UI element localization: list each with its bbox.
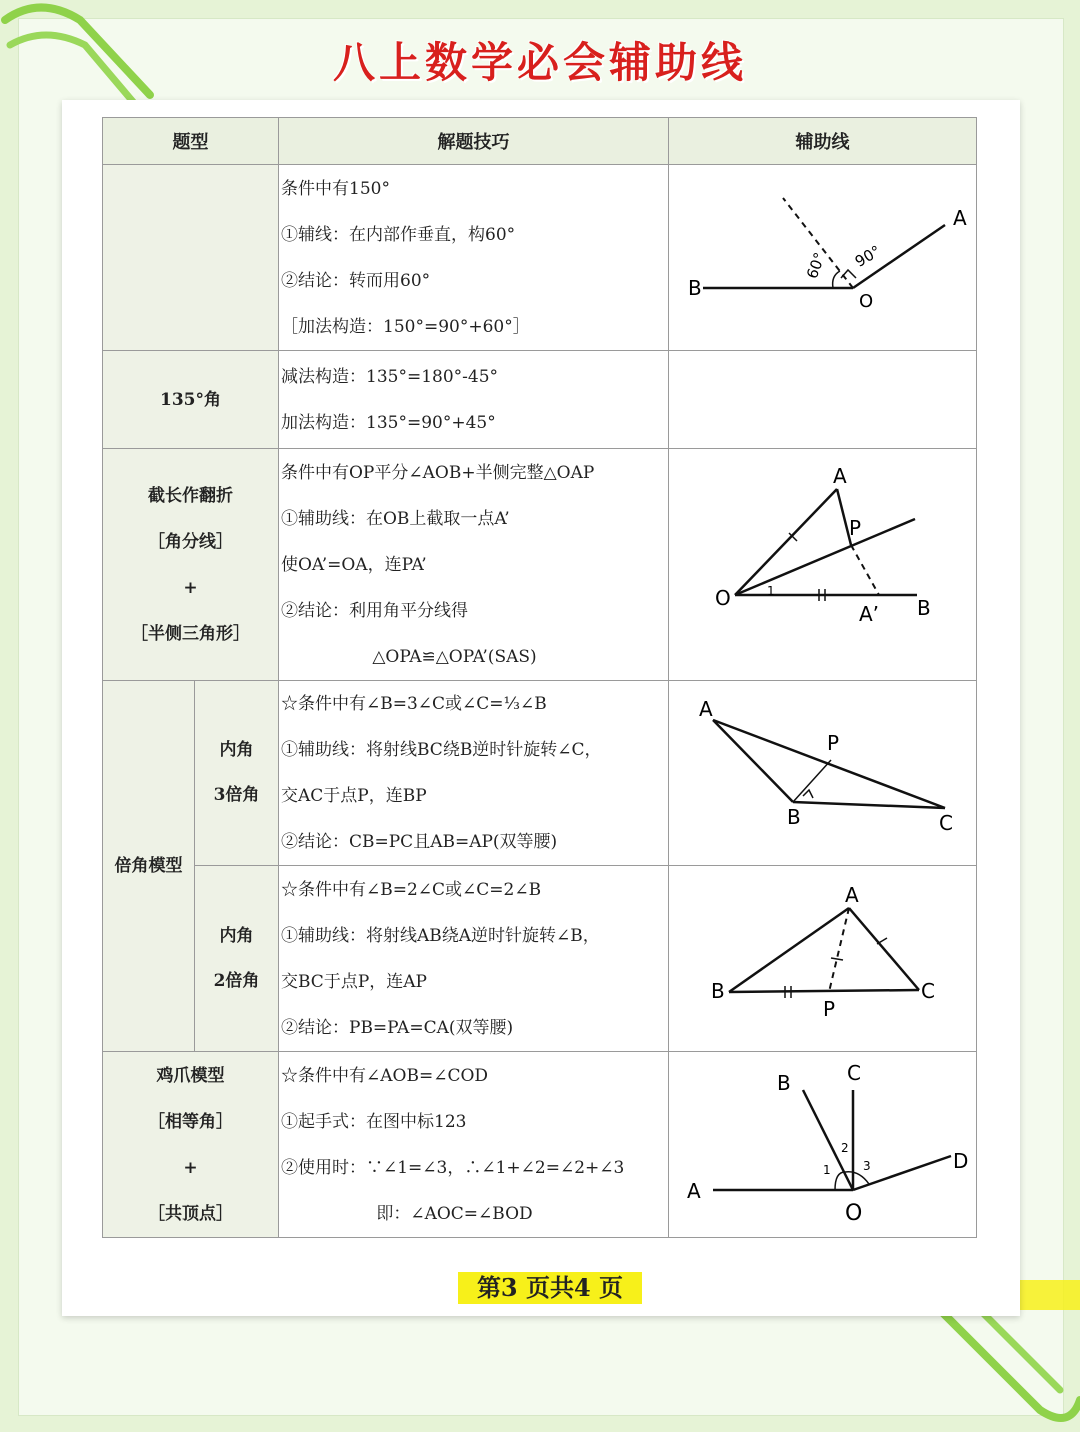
diagram-chicken-claw [673,1060,973,1230]
technique-line: ②结论：转而用60° [281,270,431,291]
diagram-cell-150-angle [669,165,977,351]
label-b: B [916,595,931,620]
label-b: B [786,805,801,829]
technique-line: ②结论：CB=PC且AB=AP(双等腰) [281,832,558,852]
label-a: A [698,698,713,721]
technique-line: 条件中有OP平分∠AOB+半侧完整△OAP [281,462,595,483]
type-label: 鸡爪模型 [156,1065,225,1086]
label-d: D [952,1148,968,1173]
table-row [103,1052,977,1238]
technique-line: 交AC于点P，连BP [281,786,427,806]
label-p: P [822,996,835,1021]
label-o: O [858,290,873,312]
table-header-row [103,118,977,165]
technique-line: ①辅线：在内部作垂直，构60° [281,224,516,245]
page-indicator: 第3 页共4 页 [458,1272,642,1304]
subtype-label: 2倍角 [213,970,260,991]
diagram-cell-135-angle-empty [669,351,977,449]
type-label: 倍角模型 [114,856,183,876]
technique-line: 交BC于点P，连AP [281,971,427,992]
technique-line: ②结论：利用角平分线得 [281,600,468,621]
header-technique: 解题技巧 [279,118,669,165]
type-label: + [183,577,198,598]
technique-line: 即：∠AOC=∠BOD [376,1203,533,1224]
label-angle-3: 3 [862,1158,871,1173]
technique-cell-triple-angle [279,681,669,866]
diagram-cell-chicken-claw [669,1052,977,1238]
label-a: A [832,464,847,488]
subtype-label: 内角 [219,925,254,946]
table-row [103,449,977,681]
label-a: A [844,883,859,907]
technique-line: 减法构造：135°=180°-45° [281,366,499,387]
type-label: ［相等角］ [148,1111,233,1132]
label-angle-2: 2 [840,1140,849,1155]
technique-line: ①辅助线：将射线BC绕B逆时针旋转∠C， [281,740,602,760]
table-row [103,165,977,351]
type-cell-chicken-claw-model [103,1052,279,1238]
technique-cell-chicken-claw [279,1052,669,1238]
diagram-cell-angle-bisector [669,449,977,681]
diagram-double-angle [673,884,973,1034]
diagram-cell-double-angle [669,866,977,1052]
type-label: 截长作翻折 [148,485,233,506]
header-auxiliary-line: 辅助线 [669,118,977,165]
technique-line: 使OA’=OA，连PA’ [281,554,427,575]
table-row [103,351,977,449]
subtype-cell-double-angle [195,866,279,1052]
type-label: ［半侧三角形］ [131,623,250,644]
type-cell-150-angle [103,165,279,351]
type-label: ［共顶点］ [148,1203,233,1224]
subtype-label: 3倍角 [213,785,260,805]
diagram-150-angle [673,183,973,333]
technique-line: ［加法构造：150°=90°+60°］ [281,316,530,337]
label-b: B [776,1070,791,1095]
type-cell-135-angle [103,351,279,449]
table-row [103,681,977,866]
table-row [103,866,977,1052]
technique-line: ②结论：PB=PA=CA(双等腰) [281,1017,514,1038]
subtype-label: 内角 [219,740,254,760]
technique-line: ☆条件中有∠B=2∠C或∠C=2∠B [281,879,542,900]
technique-line: ①辅助线：在OB上截取一点A’ [281,508,510,529]
label-b: B [710,978,725,1003]
technique-line: 条件中有150° [281,178,390,199]
label-90-degrees: 90° [851,241,884,271]
technique-cell-double-angle [279,866,669,1052]
technique-line: ②使用时：∵∠1=∠3，∴∠1+∠2=∠2+∠3 [281,1157,625,1178]
page-title: 八上数学必会辅助线 [332,38,747,87]
diagram-cell-triple-angle [669,681,977,866]
label-c: C [920,978,935,1003]
technique-cell-angle-bisector [279,449,669,681]
auxiliary-lines-table [102,117,977,1238]
type-cell-angle-bisector [103,449,279,681]
subtype-cell-triple-angle [195,681,279,866]
label-a: A [686,1178,701,1203]
technique-line: 加法构造：135°=90°+45° [281,412,496,433]
technique-cell-150-angle [279,165,669,351]
diagram-triple-angle [673,698,973,848]
header-type: 题型 [103,118,279,165]
technique-line: △OPA≌△OPA’(SAS) [372,646,537,667]
label-angle-1: 1 [822,1162,831,1177]
label-a: A [952,205,967,230]
label-a-prime: A’ [858,601,879,626]
technique-line: ①辅助线：将射线AB绕A逆时针旋转∠B， [281,925,600,946]
type-label: ［角分线］ [148,531,233,552]
label-60-degrees: 60° [802,249,829,281]
technique-line: ☆条件中有∠AOB=∠COD [281,1065,489,1086]
technique-cell-135-angle [279,351,669,449]
label-b: B [687,275,702,300]
type-label: 135°角 [160,389,221,410]
type-label: + [183,1157,198,1178]
technique-line: ①起手式：在图中标123 [281,1111,467,1132]
type-cell-double-angle-model [103,681,195,1052]
label-p: P [826,731,839,755]
label-c: C [846,1060,861,1085]
diagram-angle-bisector [673,465,973,665]
technique-line: ☆条件中有∠B=3∠C或∠C=⅓∠B [281,694,547,714]
label-c: C [938,811,953,835]
label-o: O [714,585,731,610]
label-p: P [848,515,861,540]
label-angle-1: 1 [766,583,775,598]
label-o: O [844,1200,862,1226]
